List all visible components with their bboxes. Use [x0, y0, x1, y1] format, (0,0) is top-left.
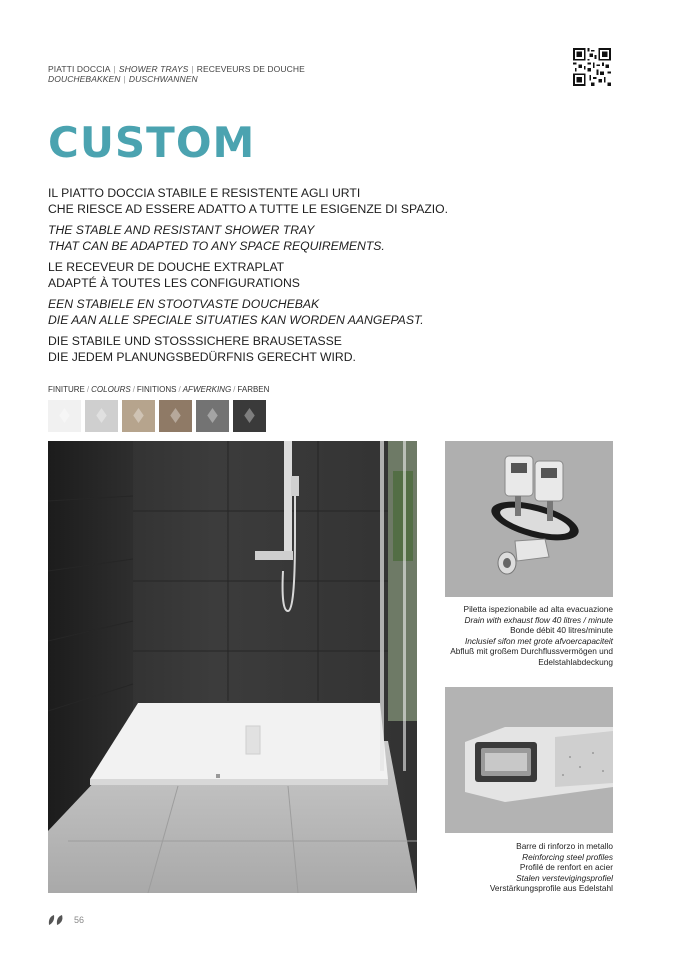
- breadcrumb-item: DUSCHWANNEN: [128, 74, 198, 84]
- finishes-label-item: FINITURE: [48, 385, 85, 394]
- caption-line: Inclusief sifon met grote afvoercapaciteit: [464, 635, 613, 646]
- product-description: [48, 186, 488, 371]
- finishes-separator: /: [86, 385, 90, 394]
- finishes-label-item: AFWERKING: [182, 385, 232, 394]
- caption-line: Profilé de renfort en acier: [519, 862, 613, 873]
- breadcrumb-line-1: [48, 64, 305, 74]
- finishes-label-item: FARBEN: [237, 385, 270, 394]
- finishes-label-item: FINITIONS: [136, 385, 177, 394]
- description-paragraph: [48, 223, 488, 254]
- colour-swatch: [159, 400, 192, 432]
- caption-line: Bonde débit 40 litres/minute: [510, 625, 613, 636]
- description-line: DIE JEDEM PLANUNGSBEDÜRFNIS GERECHT WIRD.: [48, 349, 356, 364]
- caption-line: Drain with exhaust flow 40 litres / minute: [464, 614, 613, 625]
- description-line: DIE STABILE UND STOSSSICHERE BRAUSETASSE: [48, 334, 342, 348]
- caption-line: Verstärkungsprofile aus Edelstahl: [489, 883, 613, 894]
- colour-swatch: [233, 400, 266, 432]
- breadcrumb: [48, 64, 305, 84]
- colour-swatch: [196, 400, 229, 432]
- colour-swatch: [48, 400, 81, 432]
- description-line: DIE AAN ALLE SPECIALE SITUATIES KAN WORDEN AANGEPAST.: [48, 312, 424, 327]
- description-line: THAT CAN BE ADAPTED TO ANY SPACE REQUIREMENTS.: [48, 238, 385, 253]
- colour-swatches: [48, 400, 266, 432]
- finishes-label: [48, 385, 269, 394]
- page-number: 56: [74, 915, 85, 925]
- page-footer: [48, 914, 84, 926]
- finishes-label-item: COLOURS: [91, 385, 131, 394]
- shower-room-photo: [48, 441, 417, 893]
- description-line: IL PIATTO DOCCIA STABILE E RESISTENTE AGLI URTI: [48, 186, 361, 200]
- reinforcing-profile-photo: [445, 687, 613, 833]
- description-paragraph: [48, 297, 488, 328]
- description-line: CHE RIESCE AD ESSERE ADATTO A TUTTE LE ESIGENZE DI SPAZIO.: [48, 201, 449, 216]
- profile-caption: [490, 841, 613, 894]
- breadcrumb-item: PIATTI DOCCIA: [48, 64, 111, 74]
- caption-line: Reinforcing steel profiles: [522, 851, 613, 862]
- breadcrumb-separator: |: [113, 64, 116, 74]
- caption-line: Barre di rinforzo in metallo: [516, 841, 613, 851]
- caption-line: Edelstahlabdeckung: [538, 656, 613, 667]
- finishes-separator: /: [132, 385, 135, 394]
- description-paragraph: [48, 186, 488, 217]
- colour-swatch: [85, 400, 118, 432]
- description-line: THE STABLE AND RESISTANT SHOWER TRAY: [48, 223, 315, 237]
- caption-line: Abfluß mit großem Durchflussvermögen und: [450, 646, 613, 657]
- colour-swatch: [122, 400, 155, 432]
- drain-caption: [450, 604, 613, 668]
- breadcrumb-item: SHOWER TRAYS: [118, 64, 189, 74]
- breadcrumb-separator: |: [123, 74, 126, 84]
- qr-code-icon[interactable]: [573, 48, 611, 86]
- caption-line: Piletta ispezionabile ad alta evacuazione: [463, 604, 613, 614]
- breadcrumb-line-2: [48, 74, 305, 84]
- breadcrumb-item: DOUCHEBAKKEN: [48, 74, 121, 84]
- drain-detail-photo: [445, 441, 613, 597]
- product-title: CUSTOM: [48, 118, 256, 167]
- description-line: EEN STABIELE EN STOOTVASTE DOUCHEBAK: [48, 297, 320, 311]
- caption-line: Stalen verstevigingsprofiel: [516, 872, 613, 883]
- description-line: ADAPTÉ À TOUTES LES CONFIGURATIONS: [48, 275, 300, 290]
- breadcrumb-item: RECEVEURS DE DOUCHE: [196, 64, 305, 74]
- description-paragraph: [48, 334, 488, 365]
- brand-leaf-icon: [48, 914, 64, 926]
- finishes-separator: /: [233, 385, 236, 394]
- breadcrumb-separator: |: [191, 64, 194, 74]
- description-line: LE RECEVEUR DE DOUCHE EXTRAPLAT: [48, 260, 285, 274]
- description-paragraph: [48, 260, 488, 291]
- finishes-separator: /: [178, 385, 181, 394]
